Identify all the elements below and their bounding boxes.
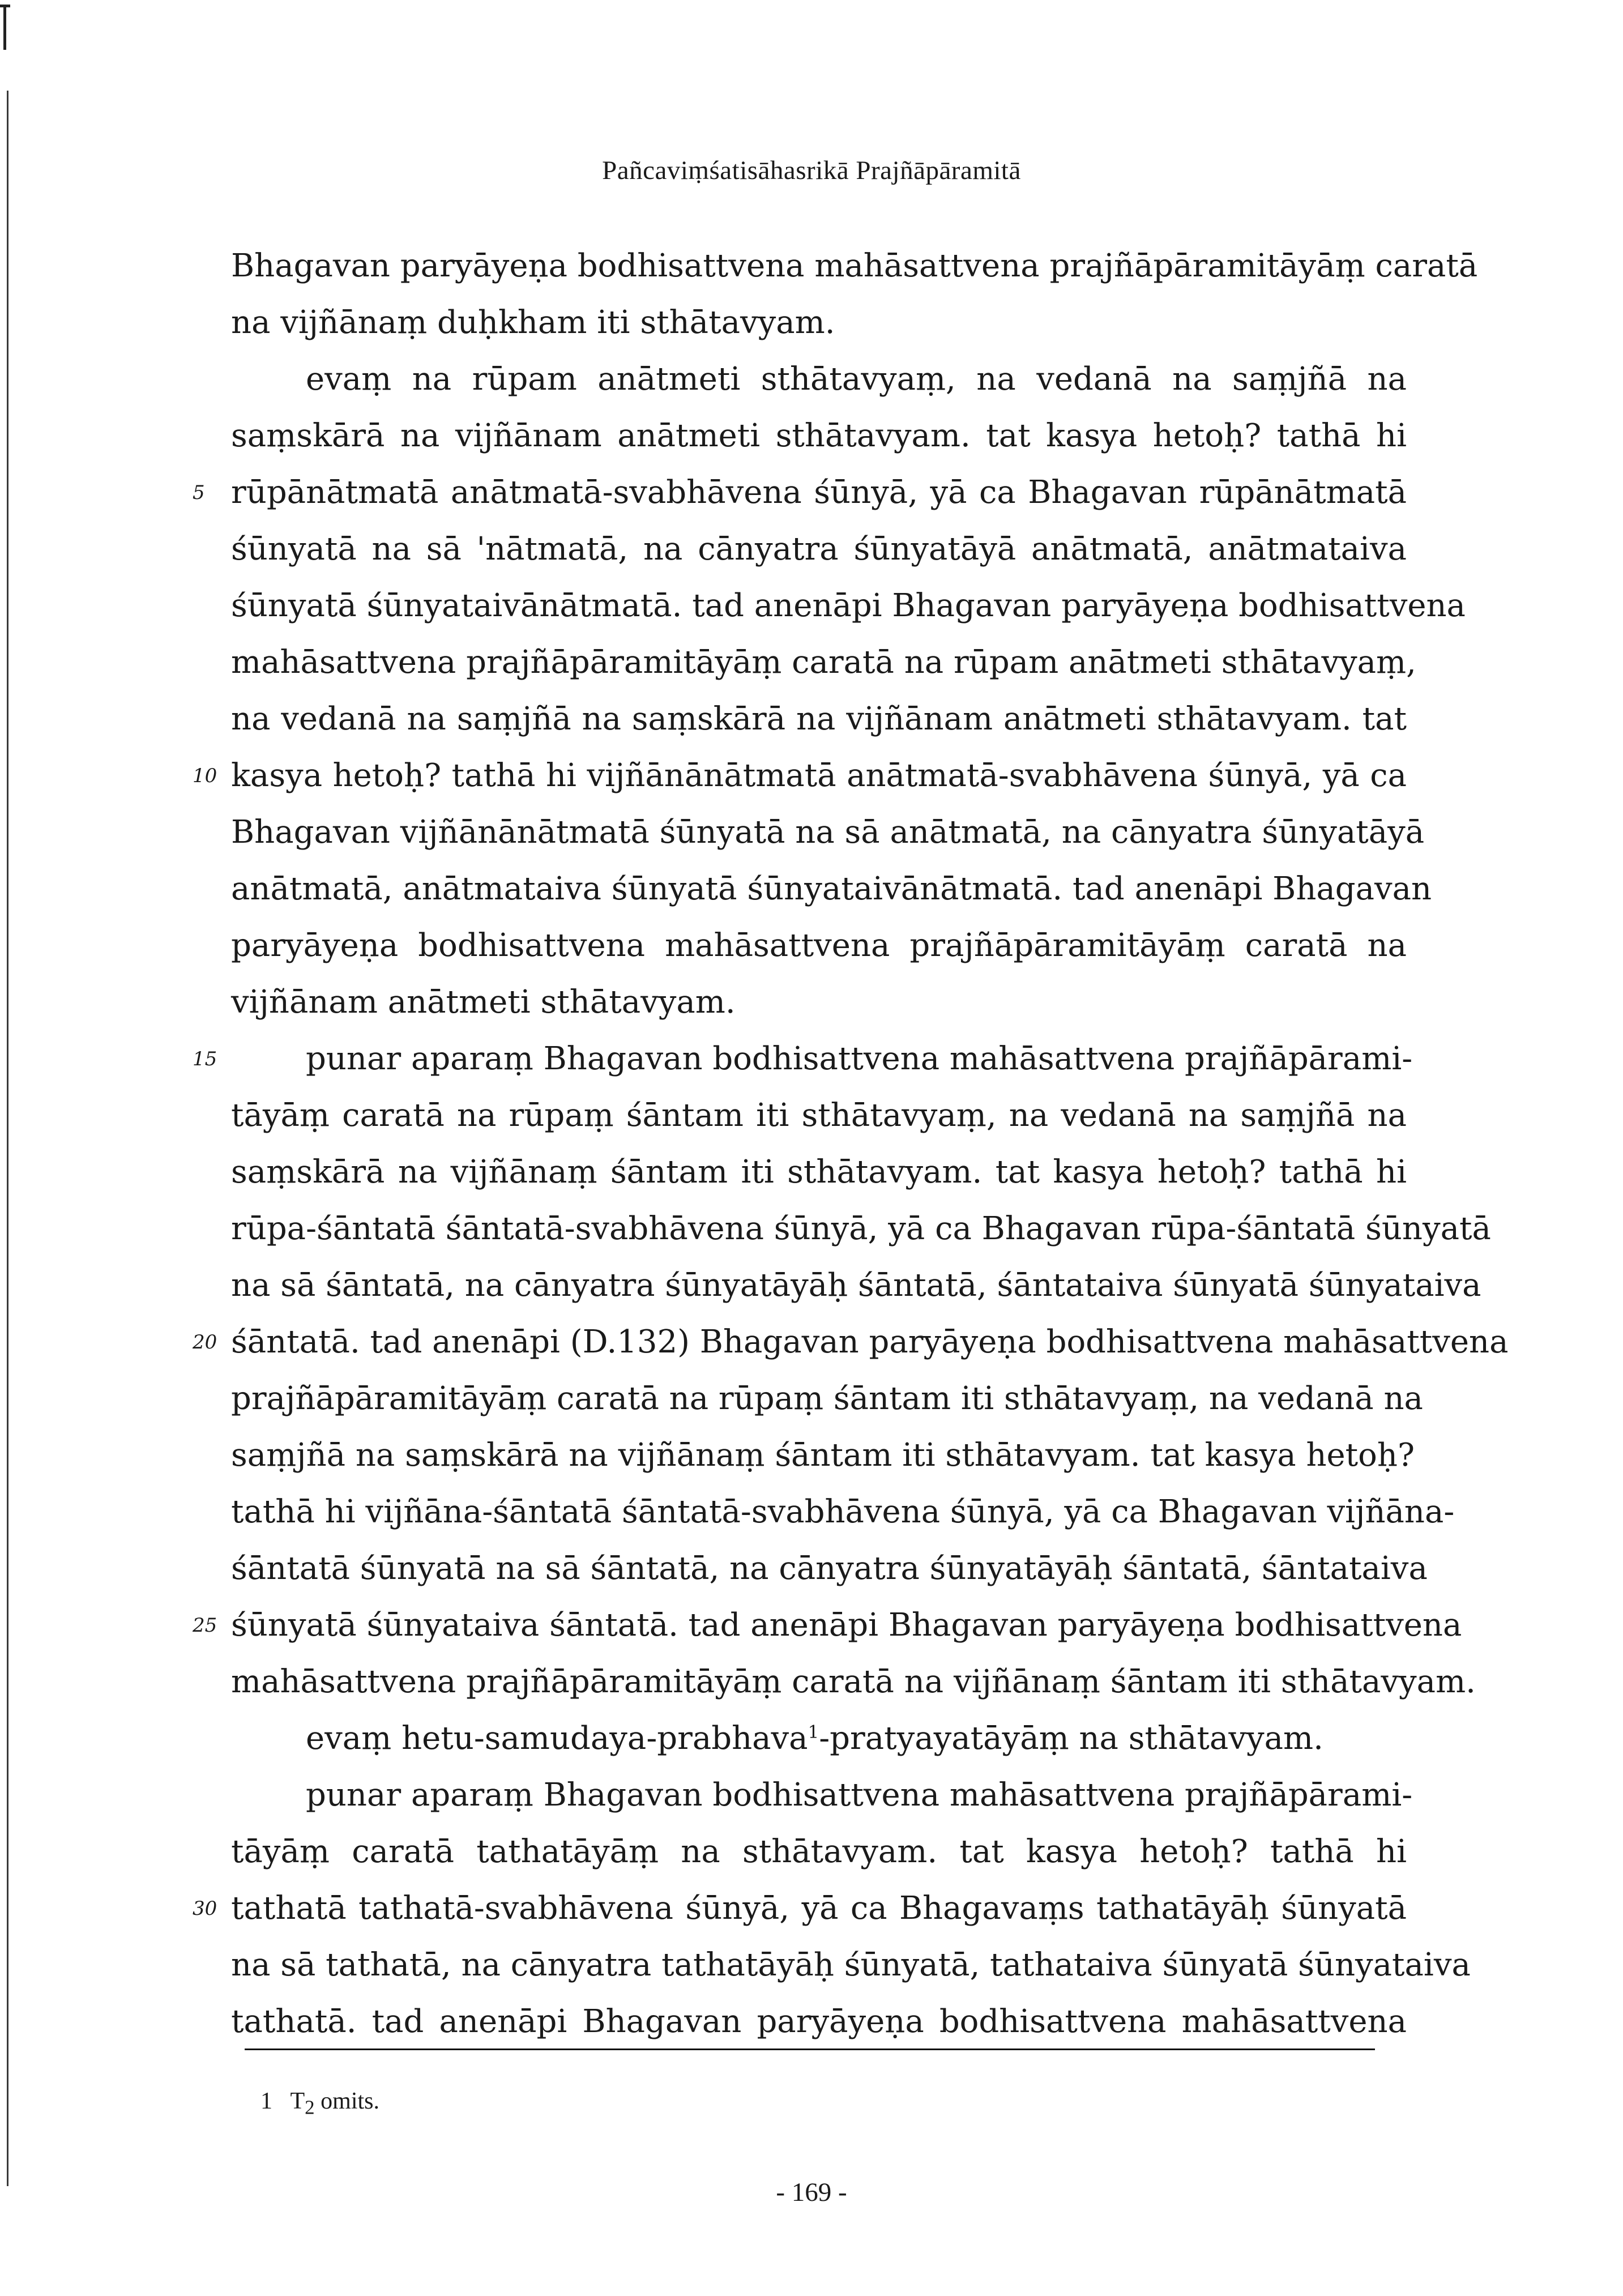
text-line: saṃskārā na vijñānaṃ śāntam iti sthātavyam. tat kasya hetoḥ? tathā hi bbox=[231, 1154, 1407, 1190]
footnote bbox=[260, 2088, 379, 2119]
text-line: Bhagavan vijñānānātmatā śūnyatā na sā anātmatā, na cānyatra śūnyatāyā bbox=[231, 814, 1425, 851]
line-number: 15 bbox=[193, 1048, 217, 1070]
scan-page-edge bbox=[7, 91, 8, 2186]
footnote-separator bbox=[245, 2049, 1375, 2050]
text-line: śūnyatā śūnyataivānātmatā. tad anenāpi Bhagavan paryāyeṇa bodhisattvena bbox=[231, 587, 1466, 624]
text-line: rūpa-śāntatā śāntatā-svabhāvena śūnyā, yā ca Bhagavan rūpa-śāntatā śūnyatā bbox=[231, 1210, 1491, 1247]
footnote-witness: T bbox=[290, 2088, 305, 2114]
line-number: 25 bbox=[193, 1614, 217, 1637]
footnote-number: 1 bbox=[260, 2088, 272, 2114]
line-number: 5 bbox=[193, 481, 205, 504]
text-line: tāyāṃ caratā na rūpaṃ śāntam iti sthātavyaṃ, na vedanā na saṃjñā na bbox=[231, 1097, 1407, 1134]
text-line: śāntatā. tad anenāpi (D.132) Bhagavan paryāyeṇa bodhisattvena mahāsattvena bbox=[231, 1324, 1509, 1360]
text-line: tāyāṃ caratā tathatāyāṃ na sthātavyam. tat kasya hetoḥ? tathā hi bbox=[231, 1833, 1407, 1870]
text-line: paryāyeṇa bodhisattvena mahāsattvena prajñāpāramitāyāṃ caratā na bbox=[231, 927, 1407, 964]
text-line: na sā tathatā, na cānyatra tathatāyāḥ śūnyatā, tathataiva śūnyatā śūnyataiva bbox=[231, 1947, 1471, 1983]
text-segment: evaṃ hetu-samudaya-prabhava bbox=[306, 1720, 808, 1757]
text-line: mahāsattvena prajñāpāramitāyāṃ caratā na rūpam anātmeti sthātavyaṃ, bbox=[231, 644, 1416, 681]
text-line: na vijñānaṃ duḥkham iti sthātavyam. bbox=[231, 304, 835, 341]
line-number: 30 bbox=[193, 1897, 217, 1920]
text-segment: -pratyayatāyāṃ na sthātavyam. bbox=[819, 1720, 1323, 1757]
text-line: mahāsattvena prajñāpāramitāyāṃ caratā na vijñānaṃ śāntam iti sthātavyam. bbox=[231, 1663, 1476, 1700]
text-line: kasya hetoḥ? tathā hi vijñānānātmatā anātmatā-svabhāvena śūnyā, yā ca bbox=[231, 757, 1407, 794]
text-line: tathatā tathatā-svabhāvena śūnyā, yā ca Bhagavaṃs tathatāyāḥ śūnyatā bbox=[231, 1890, 1407, 1927]
text-line: saṃskārā na vijñānam anātmeti sthātavyam. tat kasya hetoḥ? tathā hi bbox=[231, 417, 1407, 454]
scan-corner-mark bbox=[3, 5, 6, 50]
text-line: śāntatā śūnyatā na sā śāntatā, na cānyatra śūnyatāyāḥ śāntatā, śāntataiva bbox=[231, 1550, 1428, 1587]
running-head: Pañcaviṃśatisāhasrikā Prajñāpāramitā bbox=[602, 156, 1021, 185]
line-number: 20 bbox=[193, 1331, 217, 1354]
text-line: na sā śāntatā, na cānyatra śūnyatāyāḥ śāntatā, śāntataiva śūnyatā śūnyataiva bbox=[231, 1267, 1481, 1304]
text-line: punar aparaṃ Bhagavan bodhisattvena mahāsattvena prajñāpārami- bbox=[306, 1040, 1413, 1077]
text-line: tathatā. tad anenāpi Bhagavan paryāyeṇa bodhisattvena mahāsattvena bbox=[231, 2003, 1407, 2040]
page-number: - 169 - bbox=[776, 2178, 847, 2207]
text-line: anātmatā, anātmataiva śūnyatā śūnyataivānātmatā. tad anenāpi Bhagavan bbox=[231, 870, 1432, 907]
text-line: śūnyatā na sā 'nātmatā, na cānyatra śūnyatāyā anātmatā, anātmataiva bbox=[231, 531, 1407, 567]
text-line: tathā hi vijñāna-śāntatā śāntatā-svabhāvena śūnyā, yā ca Bhagavan vijñāna- bbox=[231, 1493, 1455, 1530]
text-line: evaṃ na rūpam anātmeti sthātavyaṃ, na vedanā na saṃjñā na bbox=[306, 361, 1407, 398]
footnote-text: omits. bbox=[321, 2088, 380, 2114]
text-line: rūpānātmatā anātmatā-svabhāvena śūnyā, yā ca Bhagavan rūpānātmatā bbox=[231, 474, 1407, 511]
line-number: 10 bbox=[193, 765, 217, 787]
text-line: vijñānam anātmeti sthātavyam. bbox=[231, 984, 736, 1021]
text-line: na vedanā na saṃjñā na saṃskārā na vijñānam anātmeti sthātavyam. tat bbox=[231, 701, 1407, 737]
text-line: Bhagavan paryāyeṇa bodhisattvena mahāsattvena prajñāpāramitāyāṃ caratā bbox=[231, 247, 1478, 284]
footnote-witness-subscript: 2 bbox=[305, 2096, 315, 2119]
text-line: prajñāpāramitāyāṃ caratā na rūpaṃ śāntam iti sthātavyaṃ, na vedanā na bbox=[231, 1380, 1423, 1417]
footnote-reference: 1 bbox=[808, 1722, 819, 1743]
text-line bbox=[306, 1710, 1407, 1767]
text-line: saṃjñā na saṃskārā na vijñānaṃ śāntam iti sthātavyam. tat kasya hetoḥ? bbox=[231, 1437, 1415, 1474]
text-line: śūnyatā śūnyataiva śāntatā. tad anenāpi Bhagavan paryāyeṇa bodhisattvena bbox=[231, 1607, 1462, 1644]
text-line: punar aparaṃ Bhagavan bodhisattvena mahāsattvena prajñāpārami- bbox=[306, 1777, 1413, 1813]
